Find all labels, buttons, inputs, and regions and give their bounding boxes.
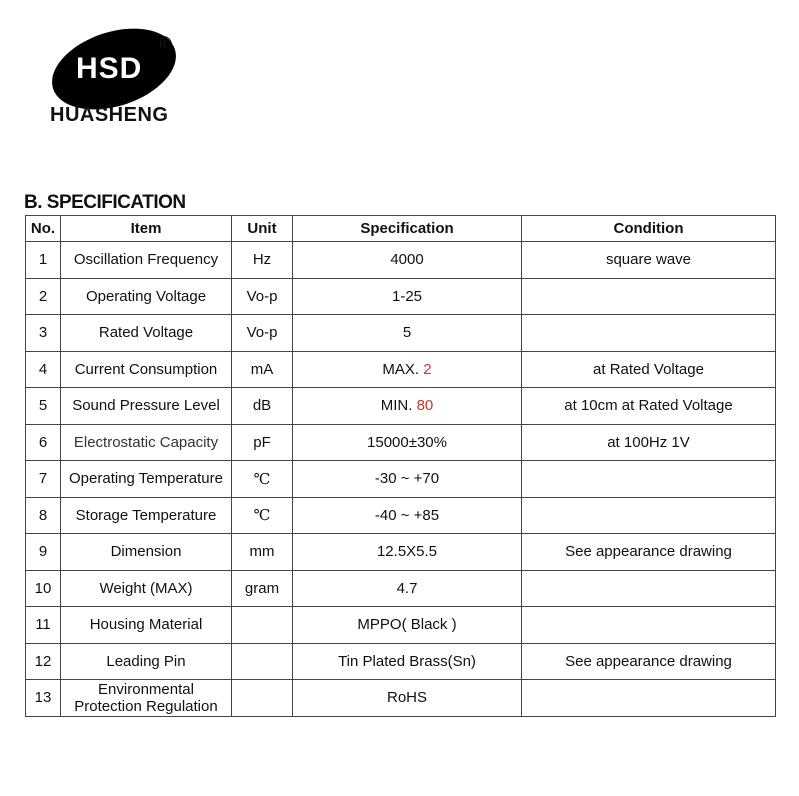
cell-unit [232,680,293,717]
cell-no: 13 [26,680,61,717]
cell-item: Electrostatic Capacity [61,424,232,461]
cell-condition: at Rated Voltage [522,351,776,388]
table-row [26,351,776,388]
cell-condition [522,680,776,717]
cell-item: Sound Pressure Level [61,388,232,425]
table-row [26,497,776,534]
cell-item [61,680,232,717]
header-no: No. [26,216,61,242]
cell-no: 7 [26,461,61,498]
logo-mark: HSD [76,52,143,85]
table-row [26,680,776,717]
cell-spec: 4.7 [293,570,522,607]
specification-table [25,215,776,717]
cell-condition [522,315,776,352]
cell-no: 2 [26,278,61,315]
cell-condition: at 100Hz 1V [522,424,776,461]
spec-value: 2 [423,360,432,378]
table-row [26,424,776,461]
cell-unit [232,643,293,680]
huasheng-logo [48,28,198,128]
cell-item: Weight (MAX) [61,570,232,607]
cell-no: 6 [26,424,61,461]
cell-condition [522,607,776,644]
spec-prefix: MIN. [380,397,417,415]
cell-item: Leading Pin [61,643,232,680]
cell-condition: square wave [522,242,776,279]
cell-no: 12 [26,643,61,680]
cell-unit: ℃ [232,497,293,534]
cell-no: 4 [26,351,61,388]
cell-spec [293,351,522,388]
registered-mark: R [154,36,172,54]
spec-prefix: MAX. [382,360,424,378]
cell-unit [232,607,293,644]
logo-name: HUASHENG [50,104,169,126]
cell-spec: MPPO( Black ) [293,607,522,644]
header-unit: Unit [232,216,293,242]
cell-item: Housing Material [61,607,232,644]
cell-spec: RoHS [293,680,522,717]
cell-spec: Tin Plated Brass(Sn) [293,643,522,680]
cell-no: 9 [26,534,61,571]
cell-unit: Vo-p [232,278,293,315]
cell-condition: See appearance drawing [522,534,776,571]
cell-spec: -30 ~ +70 [293,461,522,498]
cell-spec: 4000 [293,242,522,279]
table-row [26,278,776,315]
cell-item: Operating Temperature [61,461,232,498]
table-header-row [26,216,776,242]
cell-condition [522,570,776,607]
item-line: Protection Regulation [74,697,218,715]
cell-condition [522,497,776,534]
item-line: Environmental [98,680,194,698]
cell-item: Operating Voltage [61,278,232,315]
cell-condition: at 10cm at Rated Voltage [522,388,776,425]
table-row [26,242,776,279]
table-row [26,607,776,644]
cell-unit: mA [232,351,293,388]
cell-condition [522,278,776,315]
cell-spec: 12.5X5.5 [293,534,522,571]
cell-spec [293,388,522,425]
spec-value: 80 [416,397,434,415]
cell-no: 8 [26,497,61,534]
table-row [26,388,776,425]
cell-unit: gram [232,570,293,607]
table-row [26,461,776,498]
header-item: Item [61,216,232,242]
cell-spec: -40 ~ +85 [293,497,522,534]
cell-condition [522,461,776,498]
cell-spec: 5 [293,315,522,352]
cell-item: Storage Temperature [61,497,232,534]
cell-unit: ℃ [232,461,293,498]
table-row [26,643,776,680]
cell-item: Dimension [61,534,232,571]
cell-unit: mm [232,534,293,571]
cell-no: 1 [26,242,61,279]
section-title: B. SPECIFICATION [24,192,186,213]
cell-condition: See appearance drawing [522,643,776,680]
cell-no: 5 [26,388,61,425]
cell-item: Oscillation Frequency [61,242,232,279]
cell-item: Rated Voltage [61,315,232,352]
table-row [26,570,776,607]
cell-unit: Vo-p [232,315,293,352]
cell-unit: dB [232,388,293,425]
cell-no: 3 [26,315,61,352]
cell-unit: pF [232,424,293,461]
table-row [26,315,776,352]
cell-no: 10 [26,570,61,607]
cell-spec: 15000±30% [293,424,522,461]
table-row [26,534,776,571]
cell-unit: Hz [232,242,293,279]
cell-no: 11 [26,607,61,644]
header-condition: Condition [522,216,776,242]
header-specification: Specification [293,216,522,242]
cell-item: Current Consumption [61,351,232,388]
cell-spec: 1-25 [293,278,522,315]
